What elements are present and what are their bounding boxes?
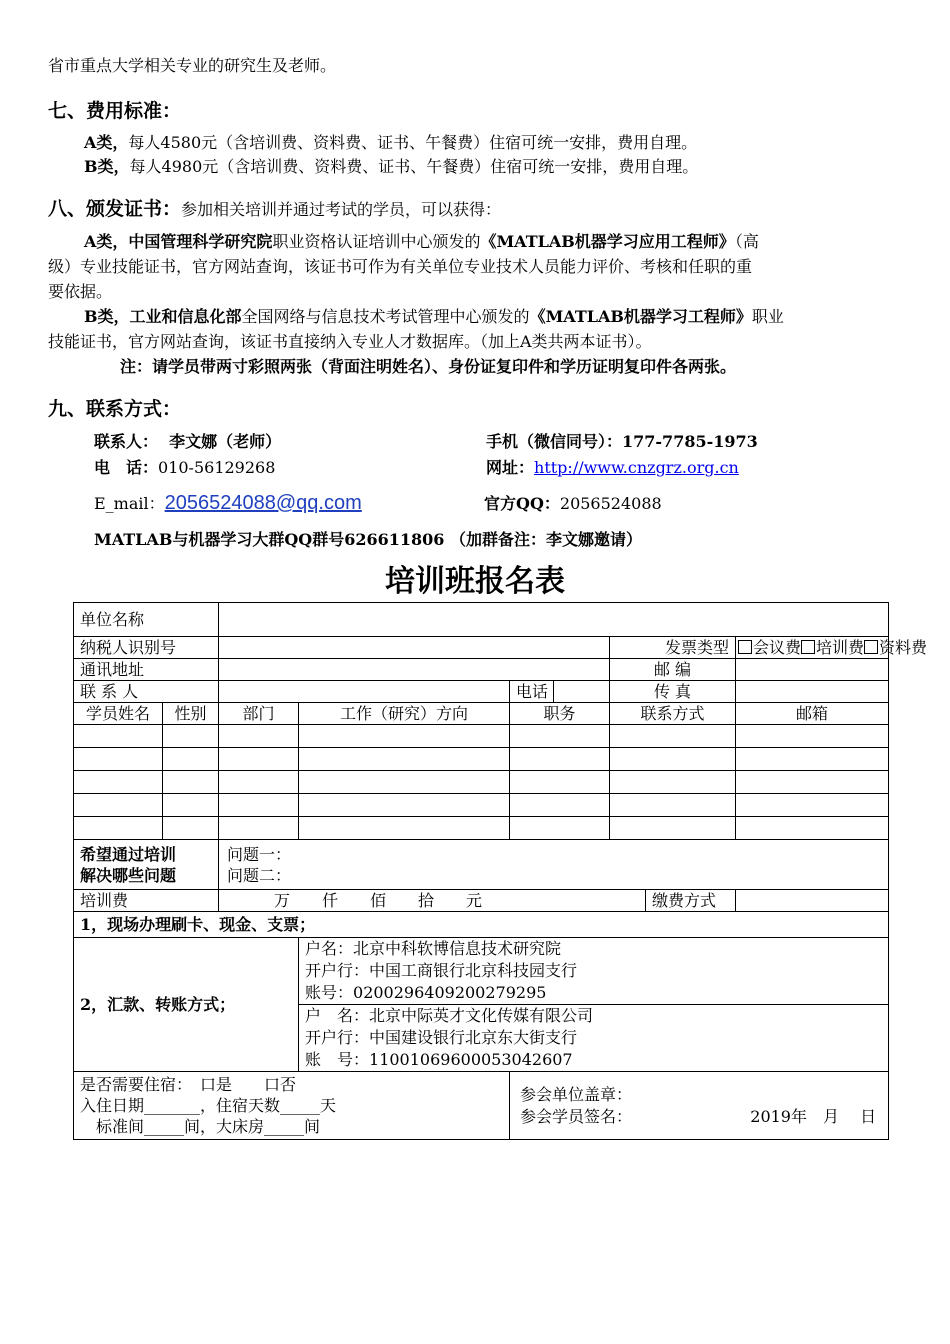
contact-mobile bbox=[486, 430, 758, 454]
table-row bbox=[74, 748, 889, 771]
invoice-option-meeting: 会议费 bbox=[753, 637, 802, 657]
cert-a-tail: （高 bbox=[734, 232, 759, 251]
student-cell[interactable] bbox=[163, 748, 219, 771]
student-cell[interactable] bbox=[299, 817, 510, 840]
student-cell[interactable] bbox=[163, 771, 219, 794]
cert-a-mid: 职业资格认证培训中心颁发的 bbox=[272, 232, 481, 251]
student-cell[interactable] bbox=[736, 817, 889, 840]
student-cell[interactable] bbox=[74, 748, 163, 771]
fax-field[interactable] bbox=[736, 681, 889, 703]
col-direction: 工作（研究）方向 bbox=[299, 703, 510, 725]
hope-label-line2: 解决哪些问题 bbox=[80, 865, 177, 885]
cert-heading-line bbox=[48, 194, 501, 221]
student-cell[interactable] bbox=[610, 771, 736, 794]
table-row bbox=[74, 794, 889, 817]
fee-amount-field[interactable]: 万 仟 佰 拾 元 bbox=[219, 890, 646, 912]
payment-method-label: 缴费方式 bbox=[646, 890, 736, 912]
col-position: 职务 bbox=[510, 703, 610, 725]
student-cell[interactable] bbox=[163, 817, 219, 840]
signature-line bbox=[520, 1106, 882, 1128]
pay-option-2: 2，汇款、转账方式； bbox=[74, 938, 299, 1072]
student-cell[interactable] bbox=[510, 748, 610, 771]
fee-b-line bbox=[84, 155, 698, 179]
student-cell[interactable] bbox=[74, 794, 163, 817]
student-cell[interactable] bbox=[736, 748, 889, 771]
cert-a-org: 中国管理科学研究院 bbox=[128, 232, 273, 251]
account-2-name: 户 名：北京中际英才文化传媒有限公司 bbox=[305, 1006, 594, 1025]
student-cell[interactable] bbox=[74, 771, 163, 794]
invoice-option-materials: 资料费 bbox=[879, 637, 928, 657]
account-1-number: 账号：0200296409200279295 bbox=[305, 983, 547, 1002]
cert-b-line2: 技能证书，官方网站查询，该证书直接纳入专业人才数据库。（加上A类共两本证书）。 bbox=[48, 332, 652, 351]
checkbox-training-icon[interactable] bbox=[801, 640, 815, 654]
payment-method-field[interactable] bbox=[736, 890, 889, 912]
cert-a-cert: 《MATLAB机器学习应用工程师》 bbox=[480, 232, 735, 251]
student-cell[interactable] bbox=[610, 794, 736, 817]
contact-phone bbox=[94, 456, 275, 480]
student-cell[interactable] bbox=[610, 725, 736, 748]
lodging-rooms: 标准间_____间，大床房_____间 bbox=[80, 1117, 321, 1136]
contact-person-value: 李文娜（老师） bbox=[169, 432, 282, 451]
table-row bbox=[74, 771, 889, 794]
cert-b-cert: 《MATLAB机器学习工程师》 bbox=[529, 307, 752, 326]
unit-name-field[interactable] bbox=[219, 603, 889, 637]
contact-mobile-label: 手机（微信同号）： bbox=[486, 432, 623, 451]
contact-phone-value: 010-56129268 bbox=[158, 458, 276, 477]
fax-label: 传 真 bbox=[610, 681, 736, 703]
student-cell[interactable] bbox=[163, 725, 219, 748]
contact-phone-label: 电 话： bbox=[94, 458, 159, 477]
hope-label-line1: 希望通过培训 bbox=[80, 844, 177, 864]
account-2 bbox=[299, 1005, 889, 1072]
contact-email-label: E_mail： bbox=[94, 494, 165, 513]
question-one: 问题一： bbox=[227, 844, 292, 864]
contact-qq bbox=[484, 492, 662, 516]
student-cell[interactable] bbox=[510, 771, 610, 794]
student-cell[interactable] bbox=[299, 725, 510, 748]
address-field[interactable] bbox=[219, 659, 610, 681]
contact-person bbox=[94, 430, 281, 454]
account-1-bank: 开户行：中国工商银行北京科技园支行 bbox=[305, 961, 578, 980]
form-title: 培训班报名表 bbox=[385, 564, 565, 599]
student-cell[interactable] bbox=[219, 794, 299, 817]
student-cell[interactable] bbox=[219, 725, 299, 748]
contact-url-label: 网址： bbox=[486, 458, 535, 477]
intro-line: 省市重点大学相关专业的研究生及老师。 bbox=[48, 56, 337, 75]
cert-a-label: A类， bbox=[84, 232, 129, 251]
student-cell[interactable] bbox=[74, 725, 163, 748]
checkbox-materials-icon[interactable] bbox=[864, 640, 878, 654]
col-email: 邮箱 bbox=[736, 703, 889, 725]
student-cell[interactable] bbox=[736, 794, 889, 817]
contact-qq-value: 2056524088 bbox=[559, 494, 662, 513]
cert-b-mid: 全国网络与信息技术考试管理中心颁发的 bbox=[241, 307, 530, 326]
cert-b-org: 工业和信息化部 bbox=[129, 307, 242, 326]
invoice-type-options bbox=[736, 637, 928, 659]
pay-option-1: 1，现场办理刷卡、现金、支票； bbox=[74, 912, 889, 938]
table-row bbox=[74, 817, 889, 840]
lodging-dates: 入住日期_______，住宿天数_____天 bbox=[80, 1096, 337, 1115]
student-cell[interactable] bbox=[74, 817, 163, 840]
cert-b-label: B类， bbox=[84, 307, 130, 326]
cert-note: 注：请学员带两寸彩照两张（背面注明姓名）、身份证复印件和学历证明复印件各两张。 bbox=[120, 357, 737, 376]
qq-group: MATLAB与机器学习大群QQ群号626611806 （加群备注：李文娜邀请） bbox=[94, 530, 642, 549]
student-cell[interactable] bbox=[299, 771, 510, 794]
tax-id-label: 纳税人识别号 bbox=[74, 637, 219, 659]
student-cell[interactable] bbox=[299, 748, 510, 771]
website-link[interactable]: http://www.cnzgrz.org.cn bbox=[534, 458, 739, 477]
fee-a-text: 每人4580元（含培训费、资料费、证书、午餐费）住宿可统一安排，费用自理。 bbox=[128, 133, 698, 152]
student-cell[interactable] bbox=[510, 794, 610, 817]
cert-a-line1 bbox=[84, 230, 759, 254]
student-cell[interactable] bbox=[510, 725, 610, 748]
cert-b-line1 bbox=[84, 305, 784, 329]
col-gender: 性别 bbox=[163, 703, 219, 725]
cert-a-line3: 要依据。 bbox=[48, 282, 113, 301]
sign-date: 2019年 月 日 bbox=[750, 1106, 877, 1126]
address-label: 通讯地址 bbox=[74, 659, 219, 681]
phone-field[interactable] bbox=[554, 681, 610, 703]
account-1-name: 户名：北京中科软博信息技术研究院 bbox=[305, 939, 562, 958]
postcode-field[interactable] bbox=[736, 659, 889, 681]
fee-b-label: B类， bbox=[84, 157, 130, 176]
contact-qq-label: 官方QQ： bbox=[484, 494, 560, 513]
lodging-need: 是否需要住宿： 口是 口否 bbox=[80, 1075, 297, 1094]
phone-label-cell: 电话 bbox=[510, 681, 554, 703]
hope-label bbox=[74, 840, 219, 890]
student-cell[interactable] bbox=[219, 817, 299, 840]
cert-heading-tail: 参加相关培训并通过考试的学员，可以获得： bbox=[181, 200, 502, 219]
student-cell[interactable] bbox=[736, 725, 889, 748]
fee-heading: 七、费用标准： bbox=[48, 100, 182, 122]
col-name: 学员姓名 bbox=[74, 703, 163, 725]
student-cell[interactable] bbox=[219, 771, 299, 794]
fee-b-text: 每人4980元（含培训费、资料费、证书、午餐费）住宿可统一安排，费用自理。 bbox=[129, 157, 699, 176]
contact-heading: 九、联系方式： bbox=[48, 398, 182, 420]
student-cell[interactable] bbox=[163, 794, 219, 817]
student-cell[interactable] bbox=[219, 748, 299, 771]
contact-url bbox=[486, 456, 739, 480]
col-contact: 联系方式 bbox=[610, 703, 736, 725]
contact-person-field[interactable] bbox=[219, 681, 510, 703]
student-cell[interactable] bbox=[299, 794, 510, 817]
contact-person-label: 联系人： bbox=[94, 432, 159, 451]
student-cell[interactable] bbox=[610, 748, 736, 771]
contact-mobile-value: 177-7785-1973 bbox=[622, 432, 758, 451]
unit-seal-label: 参会单位盖章： bbox=[520, 1084, 633, 1104]
col-dept: 部门 bbox=[219, 703, 299, 725]
account-2-number: 账 号：11001069600053042607 bbox=[305, 1050, 573, 1069]
invoice-type-label: 发票类型 bbox=[610, 637, 736, 659]
student-cell[interactable] bbox=[610, 817, 736, 840]
contact-person-label-cell: 联 系 人 bbox=[74, 681, 219, 703]
student-cell[interactable] bbox=[510, 817, 610, 840]
cert-heading: 八、颁发证书： bbox=[48, 198, 182, 220]
question-two: 问题二： bbox=[227, 865, 292, 885]
account-1 bbox=[299, 938, 889, 1005]
invoice-option-training: 培训费 bbox=[816, 637, 865, 657]
lodging-section[interactable] bbox=[74, 1072, 510, 1140]
fee-label: 培训费 bbox=[74, 890, 219, 912]
fee-a-label: A类， bbox=[84, 133, 129, 152]
signature-section[interactable] bbox=[510, 1072, 889, 1140]
registration-form bbox=[73, 602, 928, 1140]
hope-field[interactable] bbox=[219, 840, 889, 890]
checkbox-meeting-icon[interactable] bbox=[738, 640, 752, 654]
student-sign-label: 参会学员签名： bbox=[520, 1106, 633, 1126]
account-2-bank: 开户行：中国建设银行北京东大街支行 bbox=[305, 1028, 578, 1047]
fee-a-line bbox=[84, 131, 697, 155]
contact-email bbox=[94, 490, 362, 517]
cert-b-tail: 职业 bbox=[751, 307, 784, 326]
postcode-label: 邮 编 bbox=[610, 659, 736, 681]
table-row bbox=[74, 725, 889, 748]
unit-name-label: 单位名称 bbox=[74, 603, 219, 637]
email-link[interactable]: 2056524088@qq.com bbox=[164, 492, 362, 514]
student-cell[interactable] bbox=[736, 771, 889, 794]
cert-a-line2: 级）专业技能证书，官方网站查询，该证书可作为有关单位专业技术人员能力评价、考核和任职的重 bbox=[48, 257, 753, 276]
tax-id-field[interactable] bbox=[219, 637, 610, 659]
